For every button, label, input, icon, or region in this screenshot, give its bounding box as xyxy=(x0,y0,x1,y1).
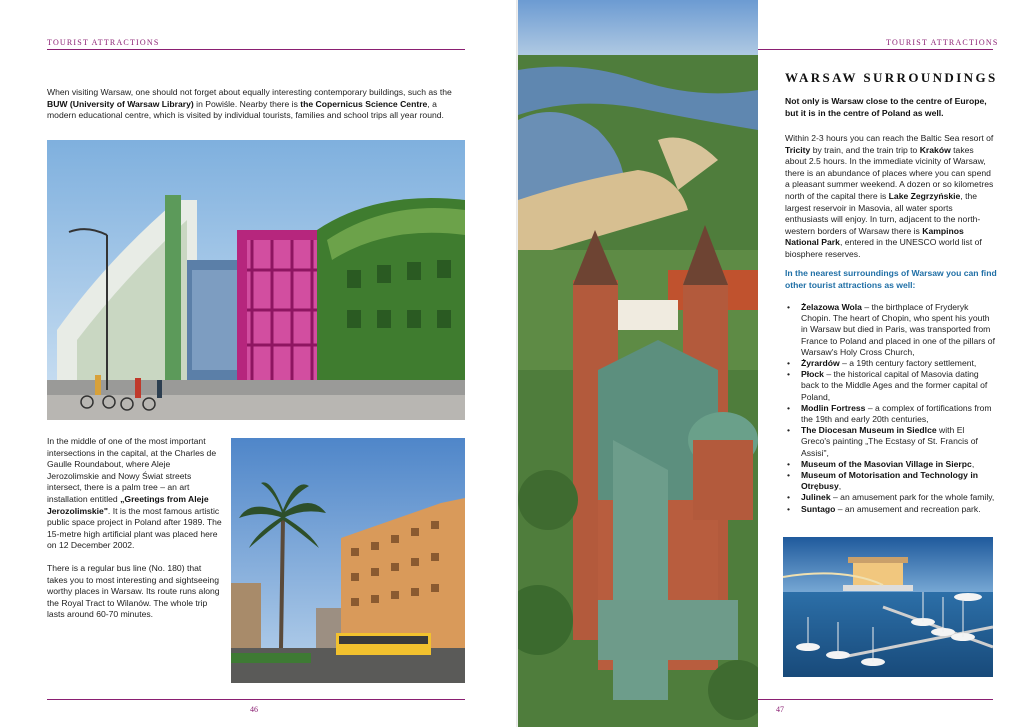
palm-photo xyxy=(231,438,465,683)
header-rule xyxy=(47,49,465,50)
header-rule xyxy=(758,49,993,50)
list-item: • Julinek – an amusement park for the whole family, xyxy=(787,492,995,503)
page-header: TOURIST ATTRACTIONS xyxy=(47,38,160,47)
list-item: • Modlin Fortress – a complex of fortifications from the 19th and early 20th centuries, xyxy=(787,402,992,425)
list-item: • Museum of Motorisation and Technology in Otrębusy, xyxy=(787,470,978,492)
footer-rule xyxy=(758,699,993,700)
lake-bold: Lake Zegrzyńskie xyxy=(888,190,961,201)
krakow-bold: Kraków xyxy=(919,144,951,155)
list-heading: In the nearest surroundings of Warsaw you can find other tourist attractions as well: xyxy=(785,268,997,290)
copernicus-bold: the Copernicus Science Centre xyxy=(300,98,428,109)
footer-rule xyxy=(47,699,465,700)
list-item: • The Diocesan Museum in Siedlce with El Greco's painting „The Ecstasy of St. Francis of Assisi", xyxy=(787,425,978,458)
kampinos-bold: Kampinos National Park xyxy=(785,225,964,248)
page-header: TOURIST ATTRACTIONS xyxy=(886,38,999,47)
attractions-list xyxy=(785,302,995,515)
buw-bold: BUW (University of Warsaw Library) xyxy=(47,98,194,109)
library-photo xyxy=(47,140,465,420)
list-item: • Suntago – an amusement and recreation park. xyxy=(787,503,981,514)
list-item: • Płock – the historical capital of Masovia dating back to the Middle Ages and the former capital of Poland, xyxy=(787,369,988,402)
palm-paragraph: In the middle of one of the most important intersections in the capital, at the Charles de Gaulle Roundabout, where Aleje Jerozolimskie and Nowy Świat streets intersect, there is a palm tree – an art installation entitled „Greetings from Aleje Jerozolimskie". It is the most famous artistic public space project in Poland after 1989. The 15-metre high artificial plant was placed here on 12 December 2002. xyxy=(47,436,222,551)
aerial-cathedral-photo xyxy=(518,0,758,727)
section-title: WARSAW SURROUNDINGS xyxy=(785,70,998,85)
list-item: • Żelazowa Wola – the birthplace of Fryderyk Chopin. The heart of Chopin, who spent his youth in Warsaw but died in Paris, was transported from France to Poland and placed in one of the pillars of Warsaw's Holy Cross Church, xyxy=(787,302,995,357)
tricity-bold: Tricity xyxy=(785,144,811,155)
page-number: 46 xyxy=(250,705,258,714)
greetings-bold: „Greetings from Aleje Jerozolimskie" xyxy=(47,493,209,516)
marina-photo xyxy=(783,537,993,677)
intro-paragraph: When visiting Warsaw, one should not forget about equally interesting contemporary buildings, such as the BUW (University of Warsaw Library) in Powiśle. Nearby there is the Copernicus Science Centre, a modern educational centre, which is visited by individual tourists, families and school trips all year round. xyxy=(47,87,452,121)
right-page xyxy=(518,0,1035,727)
list-item: • Museum of the Masovian Village in Sierpc, xyxy=(787,458,975,469)
page-number: 47 xyxy=(776,705,784,714)
list-item: • Żyrardów – a 19th century factory settlement, xyxy=(787,358,977,369)
bus-paragraph: There is a regular bus line (No. 180) that takes you to most interesting and sightseeing worthy places in Warsaw. Its route runs along the Royal Tract to Wilanów. The whole trip lasts around 60-70 minutes. xyxy=(47,563,220,620)
surroundings-paragraph: Within 2-3 hours you can reach the Baltic Sea resort of Tricity by train, and the train trip to Kraków takes about 2.5 hours. In the immediate vicinity of Warsaw, there is an abundance of places where you can spend a pleasant summer weekend. A dozen or so kilometres north of the capital there is Lake Zegrzyńskie, the largest reservoir in Masovia, all water sports enthusiasts will enjoy. In turn, adjacent to the north-western borders of Warsaw there is Kampinos National Park, entered in the UNESCO world list of biosphere reserves. xyxy=(785,133,994,259)
lead-paragraph: Not only is Warsaw close to the centre of Europe, but it is in the centre of Poland as well. xyxy=(785,96,987,118)
